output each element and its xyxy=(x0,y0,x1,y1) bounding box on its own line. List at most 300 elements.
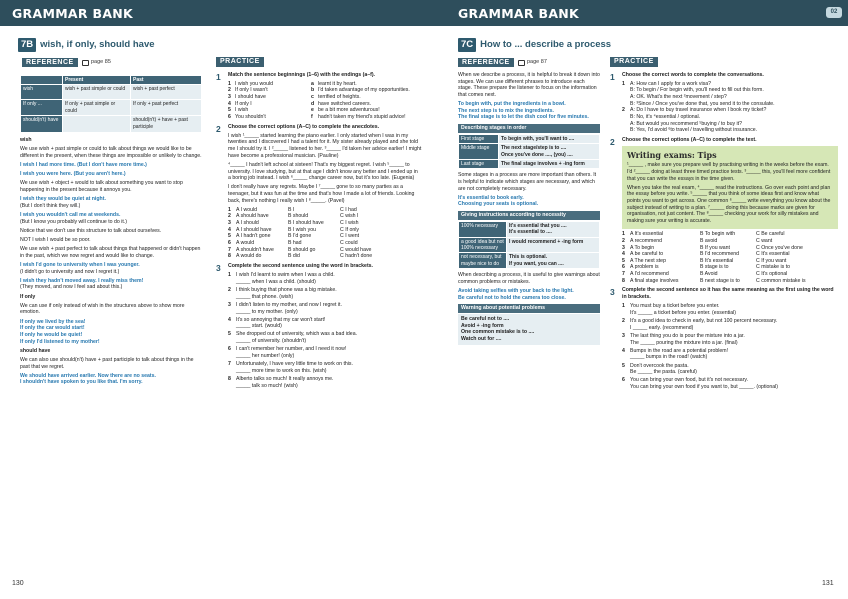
first-sentence: Don't overcook the pasta. xyxy=(630,362,689,369)
option: A I should have xyxy=(236,226,272,233)
match-row xyxy=(228,94,422,101)
item-beginning: I wish you would xyxy=(235,80,274,87)
option: A I should xyxy=(236,220,259,227)
transform-item xyxy=(228,287,422,300)
second-sentence: _____ her number! (only) xyxy=(236,352,295,359)
right-header-title: GRAMMAR BANK xyxy=(458,6,580,21)
item-number: 4 xyxy=(228,100,231,107)
item-number: 4 xyxy=(622,347,625,354)
option: C If only xyxy=(340,226,360,233)
table-row-head: wish xyxy=(21,85,63,100)
conversation-line xyxy=(622,127,838,134)
option: A I would xyxy=(236,206,258,213)
option-number: 3 xyxy=(622,244,625,251)
page-number-left: 130 xyxy=(12,580,24,587)
item-beginning: You shouldn't xyxy=(235,113,266,120)
line-text: B: To begin / For begin with, you'll need to fill out this form. xyxy=(630,87,764,94)
option-number: 3 xyxy=(228,220,231,227)
option-number: 7 xyxy=(228,246,231,253)
item-number xyxy=(622,121,630,128)
transform-item xyxy=(228,346,422,359)
option: C If you want xyxy=(756,257,787,264)
second-sentence: Be _____ the pasta. (careful) xyxy=(630,369,697,376)
item-body xyxy=(236,287,337,300)
item-number: 3 xyxy=(228,301,231,308)
item-body xyxy=(236,376,333,389)
option-row xyxy=(228,247,422,254)
line-text: A: Do I have to buy travel insurance when I book my ticket? xyxy=(630,107,767,114)
transform-item xyxy=(622,318,838,331)
item-ending: I'd taken advantage of my opportunities. xyxy=(318,87,410,94)
item-letter: c xyxy=(311,93,314,100)
second-sentence: _____ of university. (shouldn't) xyxy=(236,338,307,345)
option: C want xyxy=(756,237,773,244)
if-only-heading: If only xyxy=(20,293,36,300)
conversation-lines xyxy=(622,81,838,134)
exercise-2 xyxy=(216,124,422,260)
reference-label: REFERENCE xyxy=(458,58,514,67)
anecdote-1: I wish ¹_____ started learning the piano earlier. I only started when I was in my twenties and I discovered I had a talent for it. My sister already played and she told me I should try it. I ²_____ listened to her. ³_____ I'd taken her advice earlier! I might have become a professional musician. (Pauline) xyxy=(228,132,422,159)
item-number: 1 xyxy=(228,272,231,279)
second-sentence: _____ that phone. (wish) xyxy=(236,293,294,300)
table-cell: The final stage involves + -ing form xyxy=(499,159,600,168)
exercise-number: 3 xyxy=(216,263,221,274)
item-body xyxy=(630,377,778,390)
option: A recommend xyxy=(630,237,663,244)
exercise-3 xyxy=(216,263,422,389)
exercise-number: 2 xyxy=(610,136,615,147)
option: B I'd recommend xyxy=(700,251,740,258)
option-row xyxy=(228,220,422,227)
option: A should have xyxy=(236,213,269,220)
table-cell xyxy=(63,116,131,133)
table-row-head: not necessary, but maybe nice to do xyxy=(459,253,507,269)
item-letter: d xyxy=(311,100,315,107)
item-body xyxy=(630,363,697,376)
conversation-line xyxy=(622,94,838,101)
option: B avoid xyxy=(700,237,718,244)
reference-label: REFERENCE xyxy=(22,58,78,67)
exercise-number: 2 xyxy=(216,123,221,134)
option-row xyxy=(228,233,422,240)
exercise-instruction: Complete the second sentence using the word in brackets. xyxy=(228,263,373,270)
table-cell: To begin with, you'll want to .... xyxy=(499,134,600,143)
conversation-line xyxy=(622,101,838,108)
item-number: 3 xyxy=(622,332,625,339)
table-header-cell: Past xyxy=(131,76,202,85)
wish-example-5-note: (I didn't go to university and now I regret it.) xyxy=(20,268,120,275)
table-cell: I would recommend + -ing form xyxy=(507,237,600,253)
exercise-instruction: Choose the correct words to complete the conversations. xyxy=(622,72,764,78)
first-sentence: Unfortunately, I have very little time to work on this. xyxy=(236,361,353,368)
book-icon xyxy=(82,60,89,66)
transform-list xyxy=(228,272,422,389)
transform-item xyxy=(622,377,838,390)
item-number: 1 xyxy=(622,303,625,310)
wish-example-3-note: (But I don't think they will.) xyxy=(20,202,81,209)
second-sentence: _____ more time to work on this. (wish) xyxy=(236,367,327,374)
wish-example-5: I wish I'd gone to university when I was younger. xyxy=(20,262,140,269)
transform-item xyxy=(228,331,422,344)
option: B stage is to xyxy=(700,264,729,271)
item-letter: e xyxy=(311,107,314,114)
should-have-example: I shouldn't have spoken to you like that. I'm sorry. xyxy=(20,379,143,386)
warning-phrase: Avoid + -ing form xyxy=(461,322,504,329)
essential-paragraph: Some stages in a process are more important than others. It is helpful to indicate which stages are necessary, and which are not completely necessary. xyxy=(458,172,597,192)
table-header-cell xyxy=(21,76,63,85)
option: B I'd gone xyxy=(288,233,312,240)
intro-paragraph: When we describe a process, it is helpful to break it down into stages. We can use different phrases to introduce each stage. These prepare the listener to focus on the information that comes next. xyxy=(458,72,600,98)
exercise-2 xyxy=(610,137,838,285)
item-number xyxy=(622,87,630,94)
conversation-line xyxy=(622,81,838,88)
option-number: 7 xyxy=(622,271,625,278)
exercise-number: 1 xyxy=(610,72,615,82)
option: B It's essential xyxy=(700,257,734,264)
table-cell: If only + past perfect xyxy=(131,100,202,116)
option-row xyxy=(622,251,838,258)
item-body xyxy=(236,317,325,330)
transform-item xyxy=(228,317,422,330)
item-body xyxy=(630,303,736,316)
exercise-number: 1 xyxy=(216,72,221,82)
item-ending: be a bit more adventurous! xyxy=(318,107,380,114)
exercise-instruction: Complete the second sentence so it has the same meaning as the first using the word in brackets. xyxy=(622,287,834,301)
option: C common mistake is xyxy=(756,277,806,284)
table-cell: The next stage/step is to .... xyxy=(501,145,567,152)
item-number: 4 xyxy=(228,316,231,323)
essential-example: It's essential to book early. xyxy=(458,194,524,201)
item-number: 5 xyxy=(228,107,231,114)
warning-phrases xyxy=(458,314,600,345)
option: B should xyxy=(288,213,309,220)
item-ending: learnt it by heart. xyxy=(318,80,357,87)
item-number: 6 xyxy=(228,346,231,353)
option: B To begin with xyxy=(700,231,736,238)
right-practice-column xyxy=(610,72,838,394)
option: C wish I xyxy=(340,213,359,220)
item-number: 2 xyxy=(622,107,625,114)
option: C Once you've done xyxy=(756,244,803,251)
item-number xyxy=(622,94,630,101)
table-header-cell: Present xyxy=(63,76,131,85)
wish-paragraph-3: We use wish + past perfect to talk about things that happened or didn't happen in the past, which we now regret and would like to change. xyxy=(20,246,201,259)
option: B If you want xyxy=(700,244,730,251)
table-cell: If you want, you can .... xyxy=(509,260,564,267)
page-ref-text: page 85 xyxy=(91,59,111,65)
tip-paragraph-2: When you take the real exam, ⁴_____ read the instructions. Go over each point and plan the essay before you write. ⁵_____ that you think of some ideas first and know what points you want to get across. One common ⁶_____ write everything you know about the subject instead of writing to a plan. ⁷_____ doing this because marks are given for organisation, not just content. The ⁸_____ checking your work for silly mistakes and making sure your writing is accurate. xyxy=(627,184,831,225)
page-ref xyxy=(82,59,111,66)
stage-example: The next step is to mix the ingredients. xyxy=(458,107,554,114)
if-only-example: If only I'd listened to my mother! xyxy=(20,338,100,345)
transform-item xyxy=(228,376,422,389)
stage-example: To begin with, put the ingredients in a bowl. xyxy=(458,101,566,108)
transform-item xyxy=(622,303,838,316)
option: C Be careful xyxy=(756,231,785,238)
if-only-example: If only the car would start! xyxy=(20,325,85,332)
exercise-instruction: Match the sentence beginnings (1–6) with the endings (a–f). xyxy=(228,72,375,78)
item-number: 5 xyxy=(228,331,231,338)
option: B I should have xyxy=(288,220,324,227)
option-number: 1 xyxy=(622,231,625,238)
if-only-example: If only he would be quiet! xyxy=(20,331,83,338)
item-letter: f xyxy=(311,113,313,120)
option-row xyxy=(622,271,838,278)
wish-example-4: I wish you wouldn't call me at weekends. xyxy=(20,212,121,219)
option: B should go xyxy=(288,246,316,253)
table-row-head: Last stage xyxy=(459,159,499,168)
options-list xyxy=(622,231,838,284)
option-row xyxy=(228,207,422,214)
match-row xyxy=(228,114,422,121)
option-number: 4 xyxy=(228,226,231,233)
option: C It's optional xyxy=(756,271,788,278)
second-sentence: You can bring your own food if you want to, but _____. (optional) xyxy=(630,383,779,390)
section-7c-heading xyxy=(458,38,611,52)
item-ending: have switched careers. xyxy=(318,100,372,107)
option-number: 6 xyxy=(228,240,231,247)
conversation-line xyxy=(622,107,838,114)
option: B had xyxy=(288,240,302,247)
table-cell: It's essential to .... xyxy=(509,229,552,236)
necessity-table xyxy=(458,221,600,269)
wish-example-3: I wish they would be quiet at night. xyxy=(20,196,106,203)
second-sentence: _____ to my mother. (only) xyxy=(236,308,298,315)
option-number: 8 xyxy=(622,277,625,284)
second-sentence: It's _____ a ticket before you enter. (essential) xyxy=(630,309,736,316)
option-row xyxy=(228,240,422,247)
table-row-head: should(n't) have xyxy=(21,116,63,133)
option: C would have xyxy=(340,246,372,253)
first-sentence: I didn't listen to my mother, and now I regret it. xyxy=(236,301,342,308)
warning-example: Be careful not to hold the camera too close. xyxy=(458,294,566,301)
item-number: 6 xyxy=(622,377,625,384)
match-row xyxy=(228,87,422,94)
first-sentence: I can't remember her number, and I need it now! xyxy=(236,346,347,353)
option: B did xyxy=(288,253,300,260)
wish-paragraph-2: We use wish + object + would to talk about something you want to stop happening in the present because it annoys you. xyxy=(20,180,183,194)
item-number xyxy=(622,101,630,108)
wish-example-4-note: (But I know you probably will continue to do it.) xyxy=(20,218,127,225)
page-number-right: 131 xyxy=(822,580,834,587)
option-row xyxy=(228,213,422,220)
option: C I went xyxy=(340,233,360,240)
section-title: wish, if only, should have xyxy=(40,39,155,50)
practice-label-right: PRACTICE xyxy=(610,57,658,67)
item-number xyxy=(622,127,630,134)
first-sentence: You can bring your own food, but it's not necessary. xyxy=(630,377,749,384)
item-letter: b xyxy=(311,87,315,94)
exercise-instruction: Choose the correct options (A–C) to complete the anecdotes. xyxy=(228,123,380,130)
second-sentence: _____ bumps in the road! (watch) xyxy=(630,354,708,361)
line-text: A: How can I apply for a work visa? xyxy=(630,80,712,87)
item-beginning: If only I wasn't xyxy=(235,87,268,94)
match-row xyxy=(228,101,422,108)
transform-item xyxy=(622,363,838,376)
option: B next stage is to xyxy=(700,277,740,284)
transform-item xyxy=(228,302,422,315)
practice-label-left: PRACTICE xyxy=(216,57,264,67)
line-text: B: Yes, I'd avoid ⁶to travel / travelling without insurance. xyxy=(630,127,758,134)
option: A It's essential xyxy=(630,231,663,238)
item-ending: terrified of heights. xyxy=(318,93,361,100)
left-reference-column xyxy=(20,75,202,386)
item-number: 2 xyxy=(228,87,231,94)
option: A The next step xyxy=(630,257,666,264)
item-number: 6 xyxy=(228,113,231,120)
option-number: 4 xyxy=(622,251,625,258)
section-title: How to ... describe a process xyxy=(480,39,612,50)
warning-phrase: Watch out for .... xyxy=(461,335,502,342)
option: B Avoid xyxy=(700,271,718,278)
note-text: Notice that we don't use this structure to talk about ourselves. xyxy=(20,227,162,234)
exercise-instruction: Choose the correct options (A–C) to complete the text. xyxy=(622,136,757,143)
item-body xyxy=(236,331,357,344)
option: A final stage involves xyxy=(630,277,679,284)
table-row-head: If only ... xyxy=(21,100,63,116)
line-text: B: No, it's ⁴essential / optional. xyxy=(630,113,701,120)
unit-tab: 02 xyxy=(826,7,842,18)
item-beginning: I wish xyxy=(235,107,249,114)
option: C It's essential xyxy=(756,251,790,258)
first-sentence: I think buying that phone was a big mistake. xyxy=(236,287,337,294)
option: C hadn't done xyxy=(340,253,373,260)
wish-example-1: I wish I had more time. (But I don't have more time.) xyxy=(20,162,147,169)
transform-item xyxy=(228,361,422,374)
table-cell: wish + past perfect xyxy=(131,85,202,100)
wish-example-6-note: (They moved, and now I feel sad about this.) xyxy=(20,284,123,291)
item-number: 5 xyxy=(622,362,625,369)
options-list xyxy=(228,207,422,260)
anecdote-3: I don't really have any regrets. Maybe I ⁷_____ gone to so many parties as a teenager, but it was fun at the time and that's how I made a lot of friends. Looking back, there's nothing I really wish I ⁸_____. (Pavel) xyxy=(228,184,415,204)
wish-example-2: I wish you were here. (But you aren't here.) xyxy=(20,171,126,178)
option: A problem is xyxy=(630,264,659,271)
item-body xyxy=(630,318,777,331)
option-row xyxy=(622,245,838,252)
option: A would xyxy=(236,240,255,247)
wish-example-6: I wish they hadn't moved away. I really miss them! xyxy=(20,277,144,284)
line-text: A: But would you recommend ⁵buying / to buy it? xyxy=(630,120,743,127)
transform-item xyxy=(622,333,838,346)
item-letter: a xyxy=(311,80,314,87)
wish-heading: wish xyxy=(20,137,32,144)
section-number: 7C xyxy=(458,38,476,52)
left-practice-column xyxy=(216,72,422,392)
item-number: 2 xyxy=(228,287,231,294)
table-cell: This is optional. xyxy=(509,254,548,261)
warning-phrase: Be careful not to .... xyxy=(461,315,510,322)
right-reference-column xyxy=(458,72,600,345)
exercise-1 xyxy=(610,72,838,134)
transform-list xyxy=(622,303,838,390)
item-body xyxy=(630,348,728,361)
first-sentence: I wish I'd learnt to swim when I was a child. xyxy=(236,272,335,279)
option: A I hadn't gone xyxy=(236,233,271,240)
if-only-paragraph: We can use if only instead of wish in the structures above to show more emotion. xyxy=(20,302,185,316)
necessity-table-heading: Giving instructions according to necessity xyxy=(458,211,600,220)
line-text: B: ³Since / Once you've done that, you send it to the consulate. xyxy=(630,100,775,107)
should-have-example: We should have arrived earlier. Now there are no seats. xyxy=(20,372,156,379)
option-row xyxy=(622,258,838,265)
option-row xyxy=(228,227,422,234)
option-row xyxy=(228,253,422,260)
item-number: 7 xyxy=(228,361,231,368)
second-sentence: _____ when I was a child. (should) xyxy=(236,278,316,285)
option: B I wish you xyxy=(288,226,316,233)
page-ref-text: page 87 xyxy=(527,59,547,65)
item-number: 1 xyxy=(228,80,231,87)
option: A be careful to xyxy=(630,251,664,258)
item-body xyxy=(236,302,342,315)
essential-example: Choosing your seats is optional. xyxy=(458,201,539,208)
option: C mistake is to xyxy=(756,264,791,271)
page-ref xyxy=(518,59,547,66)
stages-table xyxy=(458,134,600,170)
item-body xyxy=(236,272,335,285)
option: A I'd recommend xyxy=(630,271,669,278)
item-beginning: If only I xyxy=(235,100,252,107)
match-row xyxy=(228,81,422,88)
option-number: 8 xyxy=(228,253,231,260)
item-number: 3 xyxy=(228,93,231,100)
anecdote-2: ⁴_____ I hadn't left school at sixteen! That's my biggest regret. I wish ⁵_____ to university. I love studying, but at that age I didn't know any better and I ended up in a boring job instead. I wish ⁶_____ change career now, but it's too late. (Eugenia) xyxy=(228,161,418,182)
first-sentence: She dropped out of university, which was a bad idea. xyxy=(236,331,358,338)
option-number: 2 xyxy=(228,213,231,220)
option-row xyxy=(622,231,838,238)
option: C I wish xyxy=(340,220,359,227)
table-cell: Once you've done ...., (you) .... xyxy=(501,151,573,158)
option-number: 2 xyxy=(622,237,625,244)
second-sentence: _____ start. (would) xyxy=(236,323,282,330)
book-icon xyxy=(518,60,525,66)
item-number: 8 xyxy=(228,375,231,382)
if-only-example: If only we lived by the sea! xyxy=(20,318,86,325)
item-body xyxy=(630,333,745,346)
table-row-head: First stage xyxy=(459,134,499,143)
option: A To begin xyxy=(630,244,655,251)
option-number: 1 xyxy=(228,206,231,213)
warning-paragraph: When describing a process, it is useful to give warnings about common problems or mistakes. xyxy=(458,272,600,285)
table-row-head: a good idea but not 100% necessary xyxy=(459,237,507,253)
table-cell: If only + past simple or could xyxy=(63,100,131,116)
option-row xyxy=(622,238,838,245)
item-body xyxy=(236,361,353,374)
option-row xyxy=(622,264,838,271)
item-number xyxy=(622,114,630,121)
exercise-1 xyxy=(216,72,422,121)
table-row-head: 100% necessary xyxy=(459,221,507,237)
option-number: 6 xyxy=(622,264,625,271)
match-row xyxy=(228,107,422,114)
stages-table-heading: Describing stages in order xyxy=(458,124,600,133)
not-line: NOT I wish I would be so poor. xyxy=(20,237,91,244)
conversation-line xyxy=(622,87,838,94)
option: C could xyxy=(340,240,358,247)
left-header-title: GRAMMAR BANK xyxy=(12,6,134,21)
tip-title: Writing exams: Tips xyxy=(627,150,717,161)
warning-table-heading: Warning about potential problems xyxy=(458,304,600,313)
exercise-number: 3 xyxy=(610,287,615,298)
table-cell: wish + past simple or could xyxy=(63,85,131,100)
item-ending: hadn't taken my friend's stupid advice! xyxy=(318,113,406,120)
match-items xyxy=(228,81,422,121)
first-sentence: Bumps in the road are a potential problem! xyxy=(630,347,729,354)
item-number: 2 xyxy=(622,318,625,325)
grammar-table xyxy=(20,75,202,133)
option: B I xyxy=(288,206,295,213)
conversation-line xyxy=(622,114,838,121)
exercise-3 xyxy=(610,287,838,390)
